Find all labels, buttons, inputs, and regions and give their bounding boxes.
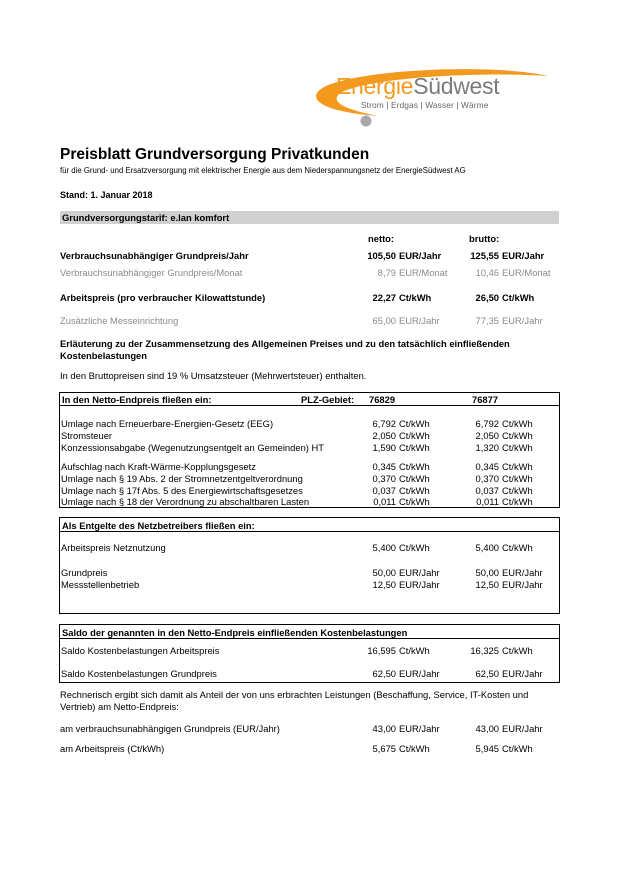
unit-1: Ct/kWh bbox=[399, 430, 430, 441]
plz-label: PLZ-Gebiet: bbox=[301, 394, 355, 405]
tarif-name: Grundversorgungstarif: e.lan komfort bbox=[62, 212, 230, 223]
brutto-column-label: brutto: bbox=[469, 233, 500, 244]
unit-2: EUR/Jahr bbox=[502, 315, 543, 326]
table-row-label: Stromsteuer bbox=[61, 430, 113, 441]
value-1: 8,79 bbox=[377, 267, 396, 278]
unit-2: Ct/kWh bbox=[502, 418, 533, 429]
unit-2: Ct/kWh bbox=[502, 292, 535, 303]
value-1: 65,00 bbox=[372, 315, 396, 326]
unit-2: EUR/Monat bbox=[502, 267, 551, 278]
unit-1: Ct/kWh bbox=[399, 473, 430, 484]
value-1: 16,595 bbox=[367, 645, 396, 656]
page-subtitle: für die Grund- und Ersatzversorgung mit elektrischer Energie aus dem Niederspannungsnetz der EnergieSüdwest AG bbox=[60, 166, 466, 175]
value-1: 0,037 bbox=[372, 485, 396, 496]
value-2: 1,320 bbox=[475, 442, 499, 453]
unit-2: Ct/kWh bbox=[502, 645, 533, 656]
table-row-label: Arbeitspreis (pro verbraucher Kilowattstunde) bbox=[60, 292, 266, 303]
value-2: 43,00 bbox=[475, 723, 499, 734]
unit-1: EUR/Jahr bbox=[399, 567, 440, 578]
unit-2: EUR/Jahr bbox=[502, 250, 545, 261]
logo-brand-part2: Südwest bbox=[413, 73, 500, 99]
unit-2: EUR/Jahr bbox=[502, 723, 543, 734]
value-1: 5,400 bbox=[372, 542, 396, 553]
value-2: 77,35 bbox=[475, 315, 499, 326]
unit-1: Ct/kWh bbox=[399, 485, 430, 496]
value-1: 0,345 bbox=[372, 461, 396, 472]
unit-1: Ct/kWh bbox=[399, 743, 430, 754]
unit-1: EUR/Jahr bbox=[399, 579, 440, 590]
value-2: 0,345 bbox=[475, 461, 499, 472]
value-2: 0,037 bbox=[475, 485, 499, 496]
unit-2: Ct/kWh bbox=[502, 496, 533, 507]
vat-note: In den Bruttopreisen sind 19 % Umsatzsteuer (Mehrwertsteuer) enthalten. bbox=[60, 370, 367, 381]
tarif-header-bar bbox=[60, 211, 559, 224]
table-row-label: Verbrauchsunabhängiger Grundpreis/Jahr bbox=[60, 250, 249, 261]
value-2: 125,55 bbox=[470, 250, 499, 261]
saldo-box-heading: Saldo der genannten in den Netto-Endpreis einfließenden Kostenbelastungen bbox=[62, 627, 408, 638]
unit-2: Ct/kWh bbox=[502, 442, 533, 453]
value-2: 5,400 bbox=[475, 542, 499, 553]
table-row-label: Grundpreis bbox=[61, 567, 108, 578]
anteil-intro-line1: Rechnerisch ergibt sich damit als Anteil der von uns erbrachten Leistungen (Beschaffung, Service, IT-Kosten und bbox=[60, 689, 529, 700]
table-row-label: Aufschlag nach Kraft-Wärme-Kopplungsgesetz bbox=[61, 461, 256, 472]
table-row-label: Messstellenbetrieb bbox=[61, 579, 140, 590]
value-1: 0,011 bbox=[373, 496, 396, 507]
unit-1: Ct/kWh bbox=[399, 442, 430, 453]
table-row-label: am Arbeitspreis (Ct/kWh) bbox=[60, 743, 165, 754]
unit-2: EUR/Jahr bbox=[502, 579, 543, 590]
unit-1: EUR/Jahr bbox=[399, 668, 440, 679]
unit-1: EUR/Jahr bbox=[399, 723, 440, 734]
value-1: 5,675 bbox=[372, 743, 396, 754]
value-1: 22,27 bbox=[372, 292, 396, 303]
value-2: 50,00 bbox=[475, 567, 499, 578]
unit-2: Ct/kWh bbox=[502, 430, 533, 441]
stand-date: Stand: 1. Januar 2018 bbox=[60, 190, 153, 200]
table-row-label: Saldo Kostenbelastungen Arbeitspreis bbox=[61, 645, 220, 656]
table-row-label: Saldo Kostenbelastungen Grundpreis bbox=[61, 668, 217, 679]
unit-2: EUR/Jahr bbox=[502, 668, 543, 679]
value-2: 62,50 bbox=[475, 668, 499, 679]
table-row-label: Arbeitspreis Netznutzung bbox=[61, 542, 166, 553]
logo-tagline: Strom | Erdgas | Wasser | Wärme bbox=[361, 100, 489, 110]
value-1: 43,00 bbox=[372, 723, 396, 734]
erlaeuterung-heading-line1: Erläuterung zu der Zusammensetzung des Allgemeinen Preises und zu den tatsächlich einfließenden bbox=[60, 338, 510, 349]
unit-1: Ct/kWh bbox=[399, 645, 430, 656]
unit-2: Ct/kWh bbox=[502, 542, 533, 553]
logo-wordmark bbox=[336, 73, 499, 100]
value-2: 12,50 bbox=[475, 579, 499, 590]
page-title: Preisblatt Grundversorgung Privatkunden bbox=[60, 146, 370, 163]
unit-2: EUR/Jahr bbox=[502, 567, 543, 578]
table-row-label: Umlage nach § 19 Abs. 2 der Stromnetzentgeltverordnung bbox=[61, 473, 303, 484]
table-row-label: Umlage nach Erneuerbare-Energien-Gesetz (EEG) bbox=[61, 418, 274, 429]
unit-1: EUR/Jahr bbox=[399, 315, 440, 326]
value-1: 1,590 bbox=[372, 442, 396, 453]
value-1: 6,792 bbox=[372, 418, 396, 429]
unit-1: Ct/kWh bbox=[399, 461, 430, 472]
value-2: 10,46 bbox=[475, 267, 499, 278]
erlaeuterung-heading-line2: Kostenbelastungen bbox=[60, 350, 147, 361]
value-1: 0,370 bbox=[372, 473, 396, 484]
plz-value-2: 76877 bbox=[472, 394, 499, 405]
table-row-label: Umlage nach § 18 der Verordnung zu abschaltbaren Lasten bbox=[61, 496, 310, 507]
value-1: 62,50 bbox=[372, 668, 396, 679]
unit-1: Ct/kWh bbox=[399, 542, 430, 553]
value-2: 5,945 bbox=[475, 743, 499, 754]
value-2: 0,370 bbox=[475, 473, 499, 484]
unit-1: Ct/kWh bbox=[399, 292, 432, 303]
unit-1: Ct/kWh bbox=[399, 496, 430, 507]
unit-1: EUR/Monat bbox=[399, 267, 448, 278]
table-row-label: Zusätzliche Messeinrichtung bbox=[60, 315, 179, 326]
saldo-box-divider bbox=[59, 638, 560, 639]
unit-2: Ct/kWh bbox=[502, 473, 533, 484]
netz-box-divider bbox=[59, 531, 560, 532]
value-2: 16,325 bbox=[470, 645, 499, 656]
unit-2: Ct/kWh bbox=[502, 743, 533, 754]
value-1: 105,50 bbox=[367, 250, 396, 261]
unit-1: EUR/Jahr bbox=[399, 250, 442, 261]
netto-box-heading: In den Netto-Endpreis fließen ein: bbox=[62, 394, 212, 405]
table-row-label: Konzessionsabgabe (Wegenutzungsentgelt an Gemeinden) HT bbox=[61, 442, 325, 453]
value-1: 50,00 bbox=[372, 567, 396, 578]
logo-brand-part1: Energie bbox=[336, 73, 414, 99]
netto-box-divider bbox=[59, 405, 560, 406]
plz-value-1: 76829 bbox=[369, 394, 396, 405]
unit-2: Ct/kWh bbox=[502, 461, 533, 472]
value-2: 26,50 bbox=[475, 292, 499, 303]
value-1: 12,50 bbox=[372, 579, 396, 590]
table-row-label: Umlage nach § 17f Abs. 5 des Energiewirtschaftsgesetzes bbox=[61, 485, 303, 496]
unit-2: Ct/kWh bbox=[502, 485, 533, 496]
netto-column-label: netto: bbox=[368, 233, 395, 244]
value-2: 0,011 bbox=[476, 496, 499, 507]
table-row-label: am verbrauchsunabhängigen Grundpreis (EUR/Jahr) bbox=[60, 723, 280, 734]
value-2: 2,050 bbox=[475, 430, 499, 441]
value-2: 6,792 bbox=[475, 418, 499, 429]
anteil-intro-line2: Vertrieb) am Netto-Endpreis: bbox=[60, 701, 179, 712]
value-1: 2,050 bbox=[372, 430, 396, 441]
netz-box-heading: Als Entgelte des Netzbetreibers fließen ein: bbox=[62, 520, 255, 531]
table-row-label: Verbrauchsunabhängiger Grundpreis/Monat bbox=[60, 267, 243, 278]
unit-1: Ct/kWh bbox=[399, 418, 430, 429]
